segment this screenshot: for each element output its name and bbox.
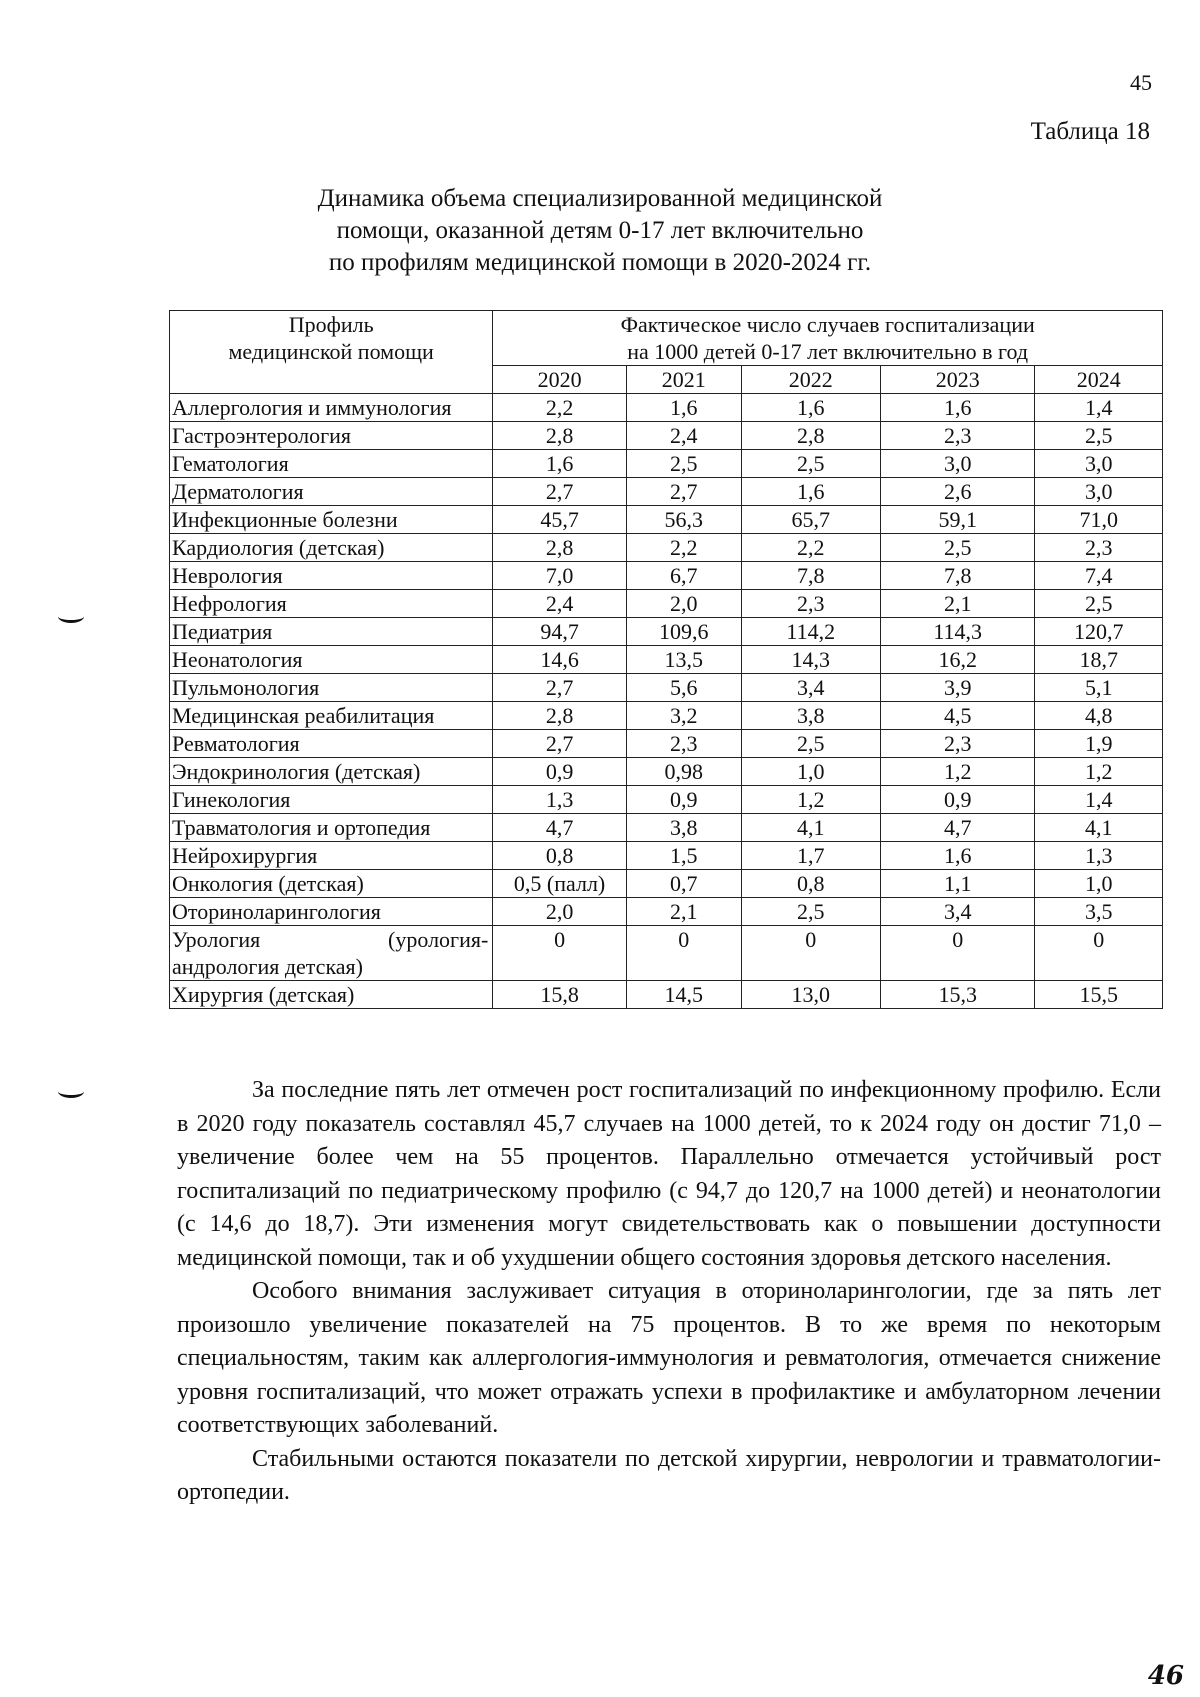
value-cell: 6,7 (626, 562, 741, 590)
paragraph: За последние пять лет отмечен рост госпитализаций по инфекционному профилю. Если в 2020 году показатель составлял 45,7 случаев на 1000 детей, то к 2024 году он достиг 71,0 – увеличение более чем на 55 процентов. Параллельно отмечается устойчивый рост госпитализаций по педиатрическому профилю (с 94,7 до 120,7 на 1000 детей) и неонатологии (с 14,6 до 18,7). Эти изменения могут свидетельствовать как о повышении доступности медицинской помощи, так и об ухудшении общего состояния здоровья детского населения. (177, 1077, 1161, 1271)
profile-name: Медицинская реабилитация (170, 702, 493, 730)
value-cell: 7,8 (741, 562, 880, 590)
value-cell: 1,6 (626, 394, 741, 422)
value-cell: 3,8 (626, 814, 741, 842)
table-row (170, 394, 1163, 422)
value-cell: 4,1 (741, 814, 880, 842)
table-row (170, 758, 1163, 786)
value-cell: 5,1 (1035, 674, 1163, 702)
profile-header-line: медицинской помощи (228, 339, 434, 364)
value-cell: 2,2 (493, 394, 627, 422)
value-cell: 2,0 (493, 898, 627, 926)
profile-name: Гематология (170, 450, 493, 478)
profile-name (170, 926, 493, 981)
value-cell: 0 (493, 926, 627, 981)
profile-name: Нефрология (170, 590, 493, 618)
value-cell: 1,3 (1035, 842, 1163, 870)
value-cell: 2,1 (881, 590, 1035, 618)
value-cell: 0,8 (741, 870, 880, 898)
value-cell: 2,3 (1035, 534, 1163, 562)
value-cell: 4,1 (1035, 814, 1163, 842)
table-row (170, 450, 1163, 478)
hospitalization-table (169, 310, 1163, 1009)
profile-header-line: Профиль (288, 312, 374, 337)
value-cell: 0,9 (626, 786, 741, 814)
body-text (177, 1074, 1161, 1510)
value-cell: 114,2 (741, 618, 880, 646)
value-cell: 1,2 (1035, 758, 1163, 786)
profile-name: Травматология и ортопедия (170, 814, 493, 842)
value-cell: 65,7 (741, 506, 880, 534)
profile-name: Онкология (детская) (170, 870, 493, 898)
value-cell: 15,8 (493, 981, 627, 1009)
profile-name: Педиатрия (170, 618, 493, 646)
value-cell: 1,0 (741, 758, 880, 786)
profile-name: Дерматология (170, 478, 493, 506)
value-cell: 2,3 (881, 730, 1035, 758)
table-row (170, 730, 1163, 758)
page-number: 45 (1130, 70, 1152, 95)
group-header-line: Фактическое число случаев госпитализации (620, 312, 1035, 337)
profile-name-line: андрология детская) (172, 954, 364, 979)
value-cell: 1,6 (741, 394, 880, 422)
value-cell: 1,0 (1035, 870, 1163, 898)
value-cell: 2,5 (1035, 422, 1163, 450)
value-cell: 71,0 (1035, 506, 1163, 534)
table-label: Таблица 18 (1030, 118, 1150, 145)
profile-name: Пульмонология (170, 674, 493, 702)
value-cell: 3,9 (881, 674, 1035, 702)
value-cell: 2,1 (626, 898, 741, 926)
table-row (170, 842, 1163, 870)
profile-name: Инфекционные болезни (170, 506, 493, 534)
value-cell: 3,5 (1035, 898, 1163, 926)
value-cell: 2,3 (881, 422, 1035, 450)
table-title (0, 183, 1200, 279)
value-cell: 2,5 (741, 898, 880, 926)
value-cell: 94,7 (493, 618, 627, 646)
profile-name-line: Урология (урология- (172, 927, 489, 952)
value-cell: 1,4 (1035, 786, 1163, 814)
group-header-line: на 1000 детей 0-17 лет включительно в год (627, 339, 1029, 364)
value-cell: 3,4 (741, 674, 880, 702)
value-cell: 7,0 (493, 562, 627, 590)
value-cell: 2,5 (626, 450, 741, 478)
value-cell: 2,2 (741, 534, 880, 562)
table-row (170, 786, 1163, 814)
value-cell: 1,9 (1035, 730, 1163, 758)
value-cell: 1,6 (741, 478, 880, 506)
value-cell: 13,5 (626, 646, 741, 674)
value-cell: 3,8 (741, 702, 880, 730)
table-row (170, 814, 1163, 842)
value-cell: 4,7 (881, 814, 1035, 842)
year-header: 2022 (741, 366, 880, 394)
profile-name: Эндокринология (детская) (170, 758, 493, 786)
value-cell: 1,3 (493, 786, 627, 814)
value-cell: 0 (741, 926, 880, 981)
value-cell: 2,7 (493, 674, 627, 702)
year-header: 2023 (881, 366, 1035, 394)
value-cell: 2,5 (741, 730, 880, 758)
value-cell: 0,7 (626, 870, 741, 898)
value-cell: 2,4 (493, 590, 627, 618)
margin-mark (58, 610, 84, 623)
value-cell: 0,9 (493, 758, 627, 786)
value-cell: 16,2 (881, 646, 1035, 674)
table-row (170, 870, 1163, 898)
value-cell: 2,7 (626, 478, 741, 506)
value-cell: 109,6 (626, 618, 741, 646)
profile-name: Хирургия (детская) (170, 981, 493, 1009)
profile-name: Кардиология (детская) (170, 534, 493, 562)
value-cell: 3,0 (1035, 450, 1163, 478)
profile-name: Нейрохирургия (170, 842, 493, 870)
value-cell: 2,8 (493, 534, 627, 562)
value-cell: 4,5 (881, 702, 1035, 730)
table-row (170, 422, 1163, 450)
value-cell: 2,5 (881, 534, 1035, 562)
value-cell: 2,3 (741, 590, 880, 618)
value-cell: 1,5 (626, 842, 741, 870)
paragraph: Стабильными остаются показатели по детской хирургии, неврологии и травматологии-ортопедии. (177, 1445, 1161, 1505)
table-row (170, 981, 1163, 1009)
title-line: Динамика объема специализированной медицинской (317, 185, 883, 212)
profile-name: Гастроэнтерология (170, 422, 493, 450)
table-row (170, 506, 1163, 534)
value-cell: 2,7 (493, 478, 627, 506)
value-cell: 1,2 (741, 786, 880, 814)
table-row (170, 646, 1163, 674)
value-cell: 1,6 (493, 450, 627, 478)
value-cell: 4,8 (1035, 702, 1163, 730)
value-cell: 2,7 (493, 730, 627, 758)
value-cell: 120,7 (1035, 618, 1163, 646)
value-cell: 0 (881, 926, 1035, 981)
value-cell: 0,5 (палл) (493, 870, 627, 898)
value-cell: 14,3 (741, 646, 880, 674)
value-cell: 15,3 (881, 981, 1035, 1009)
handwritten-page-number: 46 (1147, 1661, 1184, 1691)
value-cell: 0,98 (626, 758, 741, 786)
value-cell: 3,0 (881, 450, 1035, 478)
value-cell: 4,7 (493, 814, 627, 842)
value-cell: 14,5 (626, 981, 741, 1009)
table-row (170, 478, 1163, 506)
table-row (170, 562, 1163, 590)
value-cell: 2,5 (1035, 590, 1163, 618)
value-cell: 3,2 (626, 702, 741, 730)
table-row (170, 590, 1163, 618)
value-cell: 2,8 (493, 702, 627, 730)
value-cell: 1,4 (1035, 394, 1163, 422)
value-cell: 3,4 (881, 898, 1035, 926)
value-cell: 0,8 (493, 842, 627, 870)
value-cell: 2,0 (626, 590, 741, 618)
value-cell: 1,1 (881, 870, 1035, 898)
value-cell: 45,7 (493, 506, 627, 534)
value-cell: 1,2 (881, 758, 1035, 786)
value-cell: 0 (626, 926, 741, 981)
value-cell: 2,8 (493, 422, 627, 450)
value-cell: 59,1 (881, 506, 1035, 534)
profile-name: Ревматология (170, 730, 493, 758)
title-line: помощи, оказанной детям 0-17 лет включительно (336, 217, 864, 244)
value-cell: 15,5 (1035, 981, 1163, 1009)
value-cell: 0,9 (881, 786, 1035, 814)
table-row (170, 702, 1163, 730)
year-header: 2024 (1035, 366, 1163, 394)
value-cell: 1,6 (881, 842, 1035, 870)
value-cell: 0 (1035, 926, 1163, 981)
value-cell: 2,6 (881, 478, 1035, 506)
value-cell: 1,6 (881, 394, 1035, 422)
value-cell: 1,7 (741, 842, 880, 870)
profile-name: Неврология (170, 562, 493, 590)
value-cell: 14,6 (493, 646, 627, 674)
value-cell: 18,7 (1035, 646, 1163, 674)
value-cell: 2,5 (741, 450, 880, 478)
value-cell: 2,4 (626, 422, 741, 450)
profile-name: Оториноларингология (170, 898, 493, 926)
table-row (170, 674, 1163, 702)
value-cell: 56,3 (626, 506, 741, 534)
value-cell: 5,6 (626, 674, 741, 702)
paragraph: Особого внимания заслуживает ситуация в оториноларингологии, где за пять лет произошло увеличение показателей на 75 процентов. В то же время по некоторым специальностям, таким как аллергология-иммунология и ревматология, отмечается снижение уровня госпитализаций, что может отражать успехи в профилактике и амбулаторном лечении соответствующих заболеваний. (177, 1278, 1161, 1438)
value-cell: 2,3 (626, 730, 741, 758)
table-row (170, 898, 1163, 926)
value-cell: 114,3 (881, 618, 1035, 646)
value-cell: 2,8 (741, 422, 880, 450)
year-header: 2020 (493, 366, 627, 394)
table-row (170, 926, 1163, 981)
value-cell: 3,0 (1035, 478, 1163, 506)
value-cell: 2,2 (626, 534, 741, 562)
profile-name: Аллергология и иммунология (170, 394, 493, 422)
value-cell: 7,8 (881, 562, 1035, 590)
margin-mark (58, 1085, 84, 1098)
group-header (493, 311, 1163, 366)
table-row (170, 534, 1163, 562)
profile-name: Неонатология (170, 646, 493, 674)
year-header: 2021 (626, 366, 741, 394)
value-cell: 13,0 (741, 981, 880, 1009)
value-cell: 7,4 (1035, 562, 1163, 590)
profile-name: Гинекология (170, 786, 493, 814)
profile-header (170, 311, 493, 394)
table-row (170, 618, 1163, 646)
title-line: по профилям медицинской помощи в 2020-2024 гг. (328, 249, 872, 276)
